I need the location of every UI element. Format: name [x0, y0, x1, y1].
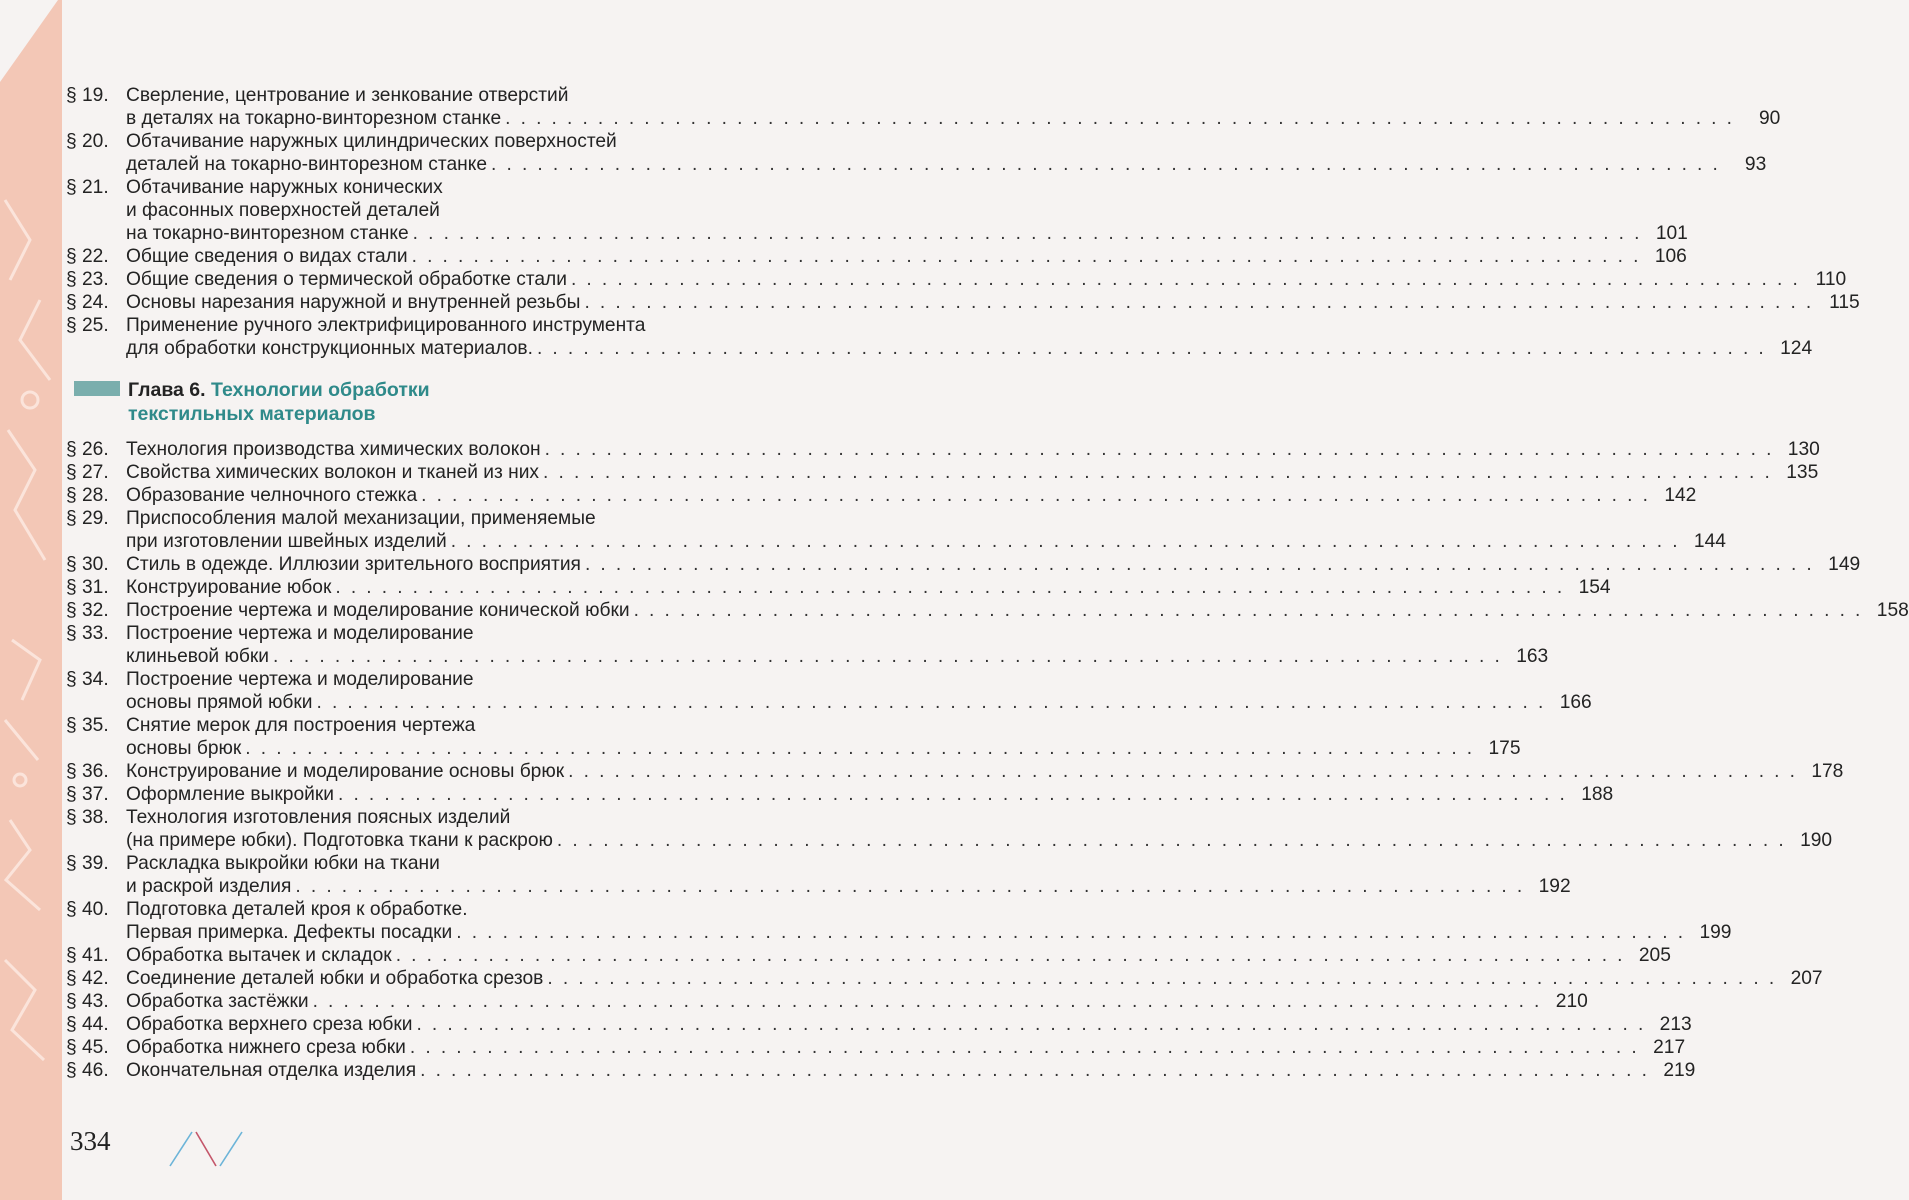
page-ref[interactable]: 101: [1655, 223, 1688, 244]
dot-leader: . . . . . . . . . . . . . . . . . . . . . . . . . . . . . . . . . . . . . . . . . . . . . . . . . . . . . . . . . . . . . . . . . . . . . . . . . . . . . . . .: [450, 531, 1680, 552]
dot-leader: . . . . . . . . . . . . . . . . . . . . . . . . . . . . . . . . . . . . . . . . . . . . . . . . . . . . . . . . . . . . . . . . . . . . . . . . . . . . . . . .: [584, 554, 1815, 575]
section-title-last-line: [126, 553, 1860, 576]
section-number: § 44.: [66, 1014, 109, 1035]
toc-entry[interactable]: [66, 622, 1549, 668]
page-ref[interactable]: 199: [1699, 922, 1732, 943]
section-title-line: Соединение деталей юбки и обработка срезов: [126, 968, 544, 989]
toc-entry[interactable]: [66, 84, 1781, 130]
section-title-line: основы брюк: [126, 738, 242, 759]
section-number: § 29.: [66, 508, 109, 529]
section-title-last-line: [126, 944, 1671, 967]
section-title-line: Построение чертежа и моделирование конической юбки: [126, 600, 630, 621]
page-ref[interactable]: 213: [1659, 1014, 1692, 1035]
page-number: 334: [70, 1126, 111, 1156]
page-ref[interactable]: 149: [1828, 554, 1861, 575]
section-title-block: [126, 291, 1860, 314]
chapter-title-line2: текстильных материалов: [128, 403, 376, 425]
section-number: § 39.: [66, 853, 109, 874]
dot-leader: . . . . . . . . . . . . . . . . . . . . . . . . . . . . . . . . . . . . . . . . . . . . . . . . . . . . . . . . . . . . . . . . . . . . . . . . . . . . . . . .: [633, 600, 1863, 621]
section-number: § 46.: [66, 1060, 109, 1081]
dot-leader: . . . . . . . . . . . . . . . . . . . . . . . . . . . . . . . . . . . . . . . . . . . . . . . . . . . . . . . . . . . . . . . . . . . . . . . . . . . . . . . .: [570, 269, 1801, 290]
section-number: § 25.: [66, 315, 109, 336]
chapter-heading[interactable]: [66, 378, 808, 426]
page-ref[interactable]: 166: [1559, 692, 1592, 713]
toc-entry[interactable]: [66, 507, 1726, 553]
section-number: § 41.: [66, 945, 109, 966]
toc-entry[interactable]: [66, 1036, 1686, 1059]
toc-entry[interactable]: [66, 484, 1697, 507]
section-number: § 34.: [66, 669, 109, 690]
section-title-block: [126, 1013, 1692, 1036]
section-title-line: Окончательная отделка изделия: [126, 1060, 417, 1081]
dot-leader: . . . . . . . . . . . . . . . . . . . . . . . . . . . . . . . . . . . . . . . . . . . . . . . . . . . . . . . . . . . . . . . . . . . . . . . . . . . . . . . .: [337, 784, 1568, 805]
toc-entry[interactable]: [66, 967, 1823, 990]
decorative-slashes: [168, 1130, 258, 1170]
section-title-line: Общие сведения о термической обработке стали: [126, 269, 567, 290]
section-title-block: [126, 461, 1818, 484]
section-title-line: Построение чертежа и моделирование: [126, 669, 474, 690]
page-ref[interactable]: 207: [1790, 968, 1823, 989]
dot-leader: . . . . . . . . . . . . . . . . . . . . . . . . . . . . . . . . . . . . . . . . . . . . . . . . . . . . . . . . . . . . . . . . . . . . . . . . . . . . . . . .: [547, 968, 1777, 989]
chapter-label: Глава 6.: [128, 379, 206, 401]
dot-leader: . . . . . . . . . . . . . . . . . . . . . . . . . . . . . . . . . . . . . . . . . . . . . . . . . . . . . . . . . . . . . . . . . . . . . . . . . . . . . . . .: [556, 830, 1787, 851]
section-number: § 21.: [66, 177, 109, 198]
section-title-last-line: [126, 576, 1611, 599]
section-title-block: [126, 599, 1909, 622]
toc-entry[interactable]: [66, 1059, 1696, 1082]
section-title-last-line: [126, 599, 1909, 622]
section-title-line: и фасонных поверхностей деталей: [126, 200, 440, 221]
section-title-last-line: [126, 484, 1696, 507]
page-ref[interactable]: 190: [1800, 830, 1833, 851]
section-title-last-line: [126, 153, 1766, 176]
dot-leader: . . . . . . . . . . . . . . . . . . . . . . . . . . . . . . . . . . . . . . . . . . . . . . . . . . . . . . . . . . . . . . . . . . . . . . . . . . . . . . . .: [456, 922, 1686, 943]
toc-entry[interactable]: [66, 130, 1767, 176]
toc-entry[interactable]: [66, 760, 1844, 783]
dot-leader: . . . . . . . . . . . . . . . . . . . . . . . . . . . . . . . . . . . . . . . . . . . . . . . . . . . . . . . . . . . . . . . . . . . . . . . . . . . . . . . .: [568, 761, 1798, 782]
section-title-last-line: [126, 461, 1818, 484]
section-number: § 42.: [66, 968, 109, 989]
page-ref[interactable]: 144: [1693, 531, 1726, 552]
section-title-block: [126, 622, 1548, 668]
table-of-contents: [66, 84, 1909, 1082]
section-title-last-line: [126, 530, 1726, 553]
section-title-block: [126, 806, 1832, 852]
section-title-line: Снятие мерок для построения чертежа: [126, 715, 476, 736]
section-title-block: [126, 944, 1671, 967]
section-title-last-line: [126, 245, 1687, 268]
section-title-line: при изготовлении швейных изделий: [126, 531, 447, 552]
dot-leader: . . . . . . . . . . . . . . . . . . . . . . . . . . . . . . . . . . . . . . . . . . . . . . . . . . . . . . . . . . . . . . . . . . . . . . . . . . . . . . . .: [543, 462, 1773, 483]
section-title-block: [126, 898, 1731, 944]
section-title-line: Обработка верхнего среза юбки: [126, 1014, 413, 1035]
page-ref[interactable]: 90: [1759, 108, 1781, 129]
toc-entry[interactable]: [66, 944, 1671, 967]
section-title-line: Образование челночного стежка: [126, 485, 418, 506]
section-number: § 20.: [66, 131, 109, 152]
section-title-block: [126, 852, 1571, 898]
section-title-last-line: [126, 222, 1688, 245]
toc-entry[interactable]: [66, 268, 1847, 291]
section-title-last-line: [126, 691, 1592, 714]
dot-leader: . . . . . . . . . . . . . . . . . . . . . . . . . . . . . . . . . . . . . . . . . . . . . . . . . . . . . . . . . . . . . . . . . . . . . . . . . . . . . . . .: [411, 246, 1641, 267]
section-title-last-line: [126, 967, 1823, 990]
dot-leader: . . . . . . . . . . . . . . . . . . . . . . . . . . . . . . . . . . . . . . . . . . . . . . . . . . . . . . . . . . . . . . . . . . . . . . . . . . . . . . . .: [395, 945, 1625, 966]
toc-entry[interactable]: [66, 314, 1813, 360]
section-title-block: [126, 84, 1780, 130]
section-title-block: [126, 507, 1726, 553]
chapter-title: Технологии обработки: [211, 379, 430, 401]
section-title-line: клиньевой юбки: [126, 646, 269, 667]
toc-entry[interactable]: [66, 898, 1732, 944]
page-ref[interactable]: 205: [1638, 945, 1671, 966]
dot-leader: . . . . . . . . . . . . . . . . . . . . . . . . . . . . . . . . . . . . . . . . . . . . . . . . . . . . . . . . . . . . . . . . . . . . . . . . . . . . . . . .: [412, 223, 1642, 244]
toc-entry[interactable]: [66, 806, 1833, 852]
section-title-block: [126, 714, 1521, 760]
toc-entry[interactable]: [66, 576, 1611, 599]
section-number: § 24.: [66, 292, 109, 313]
section-title-block: [126, 438, 1820, 461]
section-title-line: Подготовка деталей кроя к обработке.: [126, 899, 468, 920]
dot-leader: . . . . . . . . . . . . . . . . . . . . . . . . . . . . . . . . . . . . . . . . . . . . . . . . . . . . . . . . . . . . . . . . . . . . . . . . . . . . . . . .: [584, 292, 1814, 313]
section-title-line: Общие сведения о видах стали: [126, 246, 408, 267]
section-title-block: [126, 783, 1613, 806]
section-title-line: для обработки конструкционных материалов.: [126, 338, 533, 359]
section-title-line: Приспособления малой механизации, применяемые: [126, 508, 596, 529]
section-title-line: в деталях на токарно-винторезном станке: [126, 108, 502, 129]
section-title-line: Применение ручного электрифицированного инструмента: [126, 315, 646, 336]
toc-entry[interactable]: [66, 438, 1820, 461]
section-title-last-line: [126, 990, 1588, 1013]
section-number: § 30.: [66, 554, 109, 575]
section-number: § 27.: [66, 462, 109, 483]
dot-leader: . . . . . . . . . . . . . . . . . . . . . . . . . . . . . . . . . . . . . . . . . . . . . . . . . . . . . . . . . . . . . . . . . . . . . . . . . . . . . . . .: [409, 1037, 1640, 1058]
section-title-line: Обработка нижнего среза юбки: [126, 1037, 406, 1058]
section-title-block: [126, 245, 1687, 268]
toc-list-top: [66, 84, 1860, 360]
section-number: § 22.: [66, 246, 109, 267]
section-title-line: Построение чертежа и моделирование: [126, 623, 474, 644]
section-title-last-line: [126, 1036, 1685, 1059]
page-ref[interactable]: 192: [1538, 876, 1571, 897]
section-title-last-line: [126, 337, 1812, 360]
section-title-line: Первая примерка. Дефекты посадки: [126, 922, 453, 943]
dot-leader: . . . . . . . . . . . . . . . . . . . . . . . . . . . . . . . . . . . . . . . . . . . . . . . . . . . . . . . . . . . . . . . . . . . . . . . . . . . . . . . .: [544, 439, 1774, 460]
section-title-block: [126, 967, 1823, 990]
section-title-line: (на примере юбки). Подготовка ткани к раскрою: [126, 830, 553, 851]
section-title-last-line: [126, 107, 1780, 130]
section-title-line: Раскладка выкройки юбки на ткани: [126, 853, 440, 874]
section-title-block: [126, 176, 1688, 245]
toc-entry[interactable]: [66, 1013, 1692, 1036]
section-number: § 35.: [66, 715, 109, 736]
section-title-line: Стиль в одежде. Иллюзии зрительного восприятия: [126, 554, 581, 575]
section-title-line: Конструирование юбок: [126, 577, 332, 598]
section-title-block: [126, 760, 1843, 783]
section-title-block: [126, 130, 1766, 176]
toc-entry[interactable]: [66, 852, 1571, 898]
section-number: § 23.: [66, 269, 109, 290]
section-title-line: Обработка застёжки: [126, 991, 309, 1012]
section-title-line: Обтачивание наружных цилиндрических поверхностей: [126, 131, 617, 152]
section-number: § 26.: [66, 439, 109, 460]
dot-leader: . . . . . . . . . . . . . . . . . . . . . . . . . . . . . . . . . . . . . . . . . . . . . . . . . . . . . . . . . . . . . . . . . . . . . . . . . . . . . . . .: [272, 646, 1503, 667]
section-title-line: Технология производства химических волокон: [126, 439, 541, 460]
section-title-line: Основы нарезания наружной и внутренней резьбы: [126, 292, 581, 313]
section-number: § 28.: [66, 485, 109, 506]
section-number: § 45.: [66, 1037, 109, 1058]
toc-entry[interactable]: [66, 990, 1588, 1013]
section-title-last-line: [126, 1059, 1695, 1082]
section-title-block: [126, 990, 1588, 1013]
chapter-marker-bar: [74, 381, 120, 396]
section-title-line: Оформление выкройки: [126, 784, 334, 805]
dot-leader: . . . . . . . . . . . . . . . . . . . . . . . . . . . . . . . . . . . . . . . . . . . . . . . . . . . . . . . . . . . . . . . . . . . . . . . . . . . . . . . .: [536, 338, 1767, 359]
toc-entry[interactable]: [66, 714, 1521, 760]
dot-leader: . . . . . . . . . . . . . . . . . . . . . . . . . . . . . . . . . . . . . . . . . . . . . . . . . . . . . . . . . . . . . . . . . . . . . . . . . . . . . . . .: [335, 577, 1565, 598]
section-title-line: деталей на токарно-винторезном станке: [126, 154, 488, 175]
page-ref[interactable]: 158: [1876, 600, 1909, 621]
section-number: § 40.: [66, 899, 109, 920]
section-title-line: Свойства химических волокон и тканей из них: [126, 462, 540, 483]
toc-entry[interactable]: [66, 461, 1819, 484]
page-ref[interactable]: 163: [1516, 646, 1549, 667]
section-title-last-line: [126, 438, 1820, 461]
section-title-last-line: [126, 268, 1846, 291]
dot-leader: . . . . . . . . . . . . . . . . . . . . . . . . . . . . . . . . . . . . . . . . . . . . . . . . . . . . . . . . . . . . . . . . . . . . . . . . . . . . . . . .: [295, 876, 1525, 897]
page-ref[interactable]: 110: [1815, 269, 1847, 290]
section-title-line: на токарно-винторезном станке: [126, 223, 409, 244]
page-ref[interactable]: 175: [1488, 738, 1521, 759]
dot-leader: . . . . . . . . . . . . . . . . . . . . . . . . . . . . . . . . . . . . . . . . . . . . . . . . . . . . . . . . . . . . . . . . . . . . . . . . . . . . . . . .: [316, 692, 1546, 713]
page-ref[interactable]: 178: [1811, 761, 1844, 782]
section-title-line: Обработка вытачек и складок: [126, 945, 392, 966]
section-number: § 43.: [66, 991, 109, 1012]
section-title-last-line: [126, 829, 1832, 852]
page-ref[interactable]: 154: [1578, 577, 1611, 598]
dot-leader: . . . . . . . . . . . . . . . . . . . . . . . . . . . . . . . . . . . . . . . . . . . . . . . . . . . . . . . . . . . . . . . . . . . . . . . . . . . . . . . .: [505, 108, 1735, 129]
page-ref[interactable]: 219: [1663, 1060, 1696, 1081]
section-title-line: и раскрой изделия: [126, 876, 292, 897]
page-ref[interactable]: 106: [1654, 246, 1687, 267]
page-ref[interactable]: 142: [1664, 485, 1697, 506]
chapter-title-line1: [128, 378, 808, 402]
section-title-last-line: [126, 921, 1731, 944]
page-ref[interactable]: 217: [1653, 1037, 1686, 1058]
toc-entry[interactable]: [66, 783, 1614, 806]
section-number: § 33.: [66, 623, 109, 644]
dot-leader: . . . . . . . . . . . . . . . . . . . . . . . . . . . . . . . . . . . . . . . . . . . . . . . . . . . . . . . . . . . . . . . . . . . . . . . . . . . . . . . .: [245, 738, 1475, 759]
section-title-block: [126, 576, 1611, 599]
page-ref[interactable]: 130: [1787, 439, 1820, 460]
section-title-last-line: [126, 760, 1843, 783]
dot-leader: . . . . . . . . . . . . . . . . . . . . . . . . . . . . . . . . . . . . . . . . . . . . . . . . . . . . . . . . . . . . . . . . . . . . . . . . . . . . . . . .: [491, 154, 1721, 175]
section-title-block: [126, 668, 1592, 714]
toc-list-bottom: [66, 438, 1909, 1082]
section-title-block: [126, 314, 1812, 360]
section-title-block: [126, 268, 1846, 291]
section-title-line: Обтачивание наружных конических: [126, 177, 443, 198]
section-title-line: Технология изготовления поясных изделий: [126, 807, 511, 828]
page-ref[interactable]: 124: [1780, 338, 1813, 359]
toc-entry[interactable]: [66, 291, 1860, 314]
section-number: § 38.: [66, 807, 109, 828]
section-title-last-line: [126, 291, 1860, 314]
page-ref[interactable]: 135: [1786, 462, 1819, 483]
section-number: § 32.: [66, 600, 109, 621]
section-title-line: основы прямой юбки: [126, 692, 313, 713]
toc-entry[interactable]: [66, 176, 1688, 245]
section-title-last-line: [126, 645, 1548, 668]
page-ref[interactable]: 210: [1555, 991, 1588, 1012]
dot-leader: . . . . . . . . . . . . . . . . . . . . . . . . . . . . . . . . . . . . . . . . . . . . . . . . . . . . . . . . . . . . . . . . . . . . . . . . . . . . . . . .: [416, 1014, 1646, 1035]
section-number: § 19.: [66, 85, 109, 106]
section-title-block: [126, 553, 1860, 576]
dot-leader: . . . . . . . . . . . . . . . . . . . . . . . . . . . . . . . . . . . . . . . . . . . . . . . . . . . . . . . . . . . . . . . . . . . . . . . . . . . . . . . .: [421, 485, 1651, 506]
dot-leader: . . . . . . . . . . . . . . . . . . . . . . . . . . . . . . . . . . . . . . . . . . . . . . . . . . . . . . . . . . . . . . . . . . . . . . . . . . . . . . . .: [420, 1060, 1650, 1081]
section-title-last-line: [126, 737, 1521, 760]
section-title-block: [126, 484, 1696, 507]
dot-leader: . . . . . . . . . . . . . . . . . . . . . . . . . . . . . . . . . . . . . . . . . . . . . . . . . . . . . . . . . . . . . . . . . . . . . . . . . . . . . . . .: [312, 991, 1542, 1012]
page-ref[interactable]: 93: [1744, 154, 1767, 175]
section-title-line: Конструирование и моделирование основы брюк: [126, 761, 565, 782]
page-ref[interactable]: 188: [1581, 784, 1614, 805]
margin-doodle-pattern: [0, 0, 62, 1200]
section-title-last-line: [126, 875, 1571, 898]
toc-entry[interactable]: [66, 668, 1592, 714]
section-title-block: [126, 1036, 1685, 1059]
section-title-line: Сверление, центрование и зенкование отверстий: [126, 85, 569, 106]
toc-entry[interactable]: [66, 245, 1687, 268]
page-ref[interactable]: 115: [1829, 292, 1860, 313]
section-title-last-line: [126, 783, 1613, 806]
section-title-block: [126, 1059, 1695, 1082]
toc-entry[interactable]: [66, 599, 1909, 622]
section-title-last-line: [126, 1013, 1692, 1036]
section-number: § 37.: [66, 784, 109, 805]
section-number: § 31.: [66, 577, 109, 598]
section-number: § 36.: [66, 761, 109, 782]
toc-entry[interactable]: [66, 553, 1861, 576]
